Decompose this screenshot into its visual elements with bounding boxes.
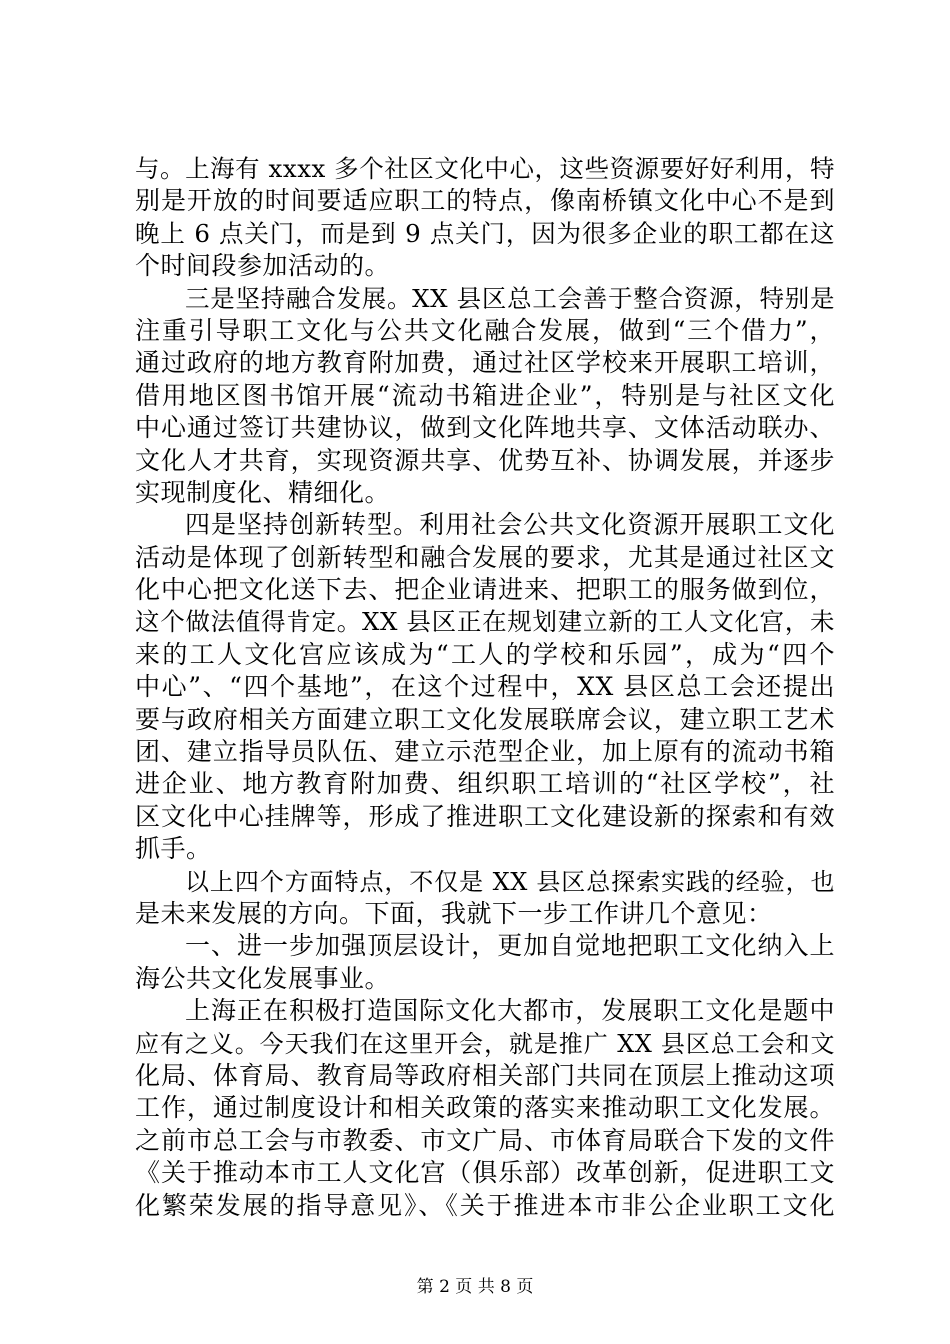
text-line: 别是开放的时间要适应职工的特点，像南桥镇文化中心不是到 <box>135 186 835 216</box>
text-line: 实现制度化、精细化。 <box>135 477 391 507</box>
text-line: 来的工人文化宫应该成为“工人的学校和乐园”，成为“四个 <box>135 639 835 669</box>
text-line: 海公共文化发展事业。 <box>135 963 391 993</box>
text-line: 化中心把文化送下去、把企业请进来、把职工的服务做到位， <box>135 575 835 605</box>
text-line: 以上四个方面特点，不仅是 XX 县区总探索实践的经验，也 <box>185 867 835 896</box>
text-line: 团、建立指导员队伍、建立示范型企业，加上原有的流动书箱 <box>135 737 835 767</box>
text-line: 一、进一步加强顶层设计，更加自觉地把职工文化纳入上 <box>185 931 835 961</box>
text-line: 文化人才共育，实现资源共享、优势互补、协调发展，并逐步 <box>135 445 835 475</box>
text-line: 借用地区图书馆开展“流动书箱进企业”，特别是与社区文化 <box>135 380 835 410</box>
text-line: 通过政府的地方教育附加费，通过社区学校来开展职工培训， <box>135 348 835 378</box>
text-line: 进企业、地方教育附加费、组织职工培训的“社区学校”，社 <box>135 769 835 799</box>
text-line: 活动是体现了创新转型和融合发展的要求，尤其是通过社区文 <box>135 542 835 572</box>
document-body <box>135 153 835 1222</box>
text-line: 要与政府相关方面建立职工文化发展联席会议，建立职工艺术 <box>135 704 835 734</box>
text-line: 四是坚持创新转型。利用社会公共文化资源开展职工文化 <box>185 510 835 540</box>
text-line: 上海正在积极打造国际文化大都市，发展职工文化是题中 <box>185 996 835 1026</box>
text-line: 区文化中心挂牌等，形成了推进职工文化建设新的探索和有效 <box>135 801 835 831</box>
text-line: 个时间段参加活动的。 <box>135 251 391 281</box>
text-line: 注重引导职工文化与公共文化融合发展，做到“三个借力”， <box>135 315 835 345</box>
text-line: 中心通过签订共建协议，做到文化阵地共享、文体活动联办、 <box>135 413 835 443</box>
text-line: 应有之义。今天我们在这里开会，就是推广 XX 县区总工会和文 <box>135 1029 835 1058</box>
text-line: 晚上 6 点关门，而是到 9 点关门，因为很多企业的职工都在这 <box>135 218 835 248</box>
text-line: 《关于推动本市工人文化宫（俱乐部）改革创新，促进职工文 <box>135 1158 835 1188</box>
text-line: 是未来发展的方向。下面，我就下一步工作讲几个意见： <box>135 898 773 928</box>
text-line: 与。上海有 xxxx 多个社区文化中心，这些资源要好好利用，特 <box>135 154 835 183</box>
page-number-label: 第 2 页 共 8 页 <box>416 1277 534 1297</box>
text-line: 化繁荣发展的指导意见》、《关于推进本市非公企业职工文化 <box>135 1190 835 1220</box>
text-line: 中心”、“四个基地”，在这个过程中，XX 县区总工会还提出 <box>135 672 835 702</box>
text-line: 之前市总工会与市教委、市文广局、市体育局联合下发的文件 <box>135 1125 835 1155</box>
text-line: 化局、体育局、教育局等政府相关部门共同在顶层上推动这项 <box>135 1060 835 1090</box>
page-footer <box>0 1276 950 1298</box>
text-line: 抓手。 <box>135 834 212 864</box>
text-line: 这个做法值得肯定。XX 县区正在规划建立新的工人文化宫，未 <box>135 607 835 637</box>
text-line: 工作，通过制度设计和相关政策的落实来推动职工文化发展。 <box>135 1093 835 1123</box>
text-line: 三是坚持融合发展。XX 县区总工会善于整合资源，特别是 <box>185 283 835 313</box>
